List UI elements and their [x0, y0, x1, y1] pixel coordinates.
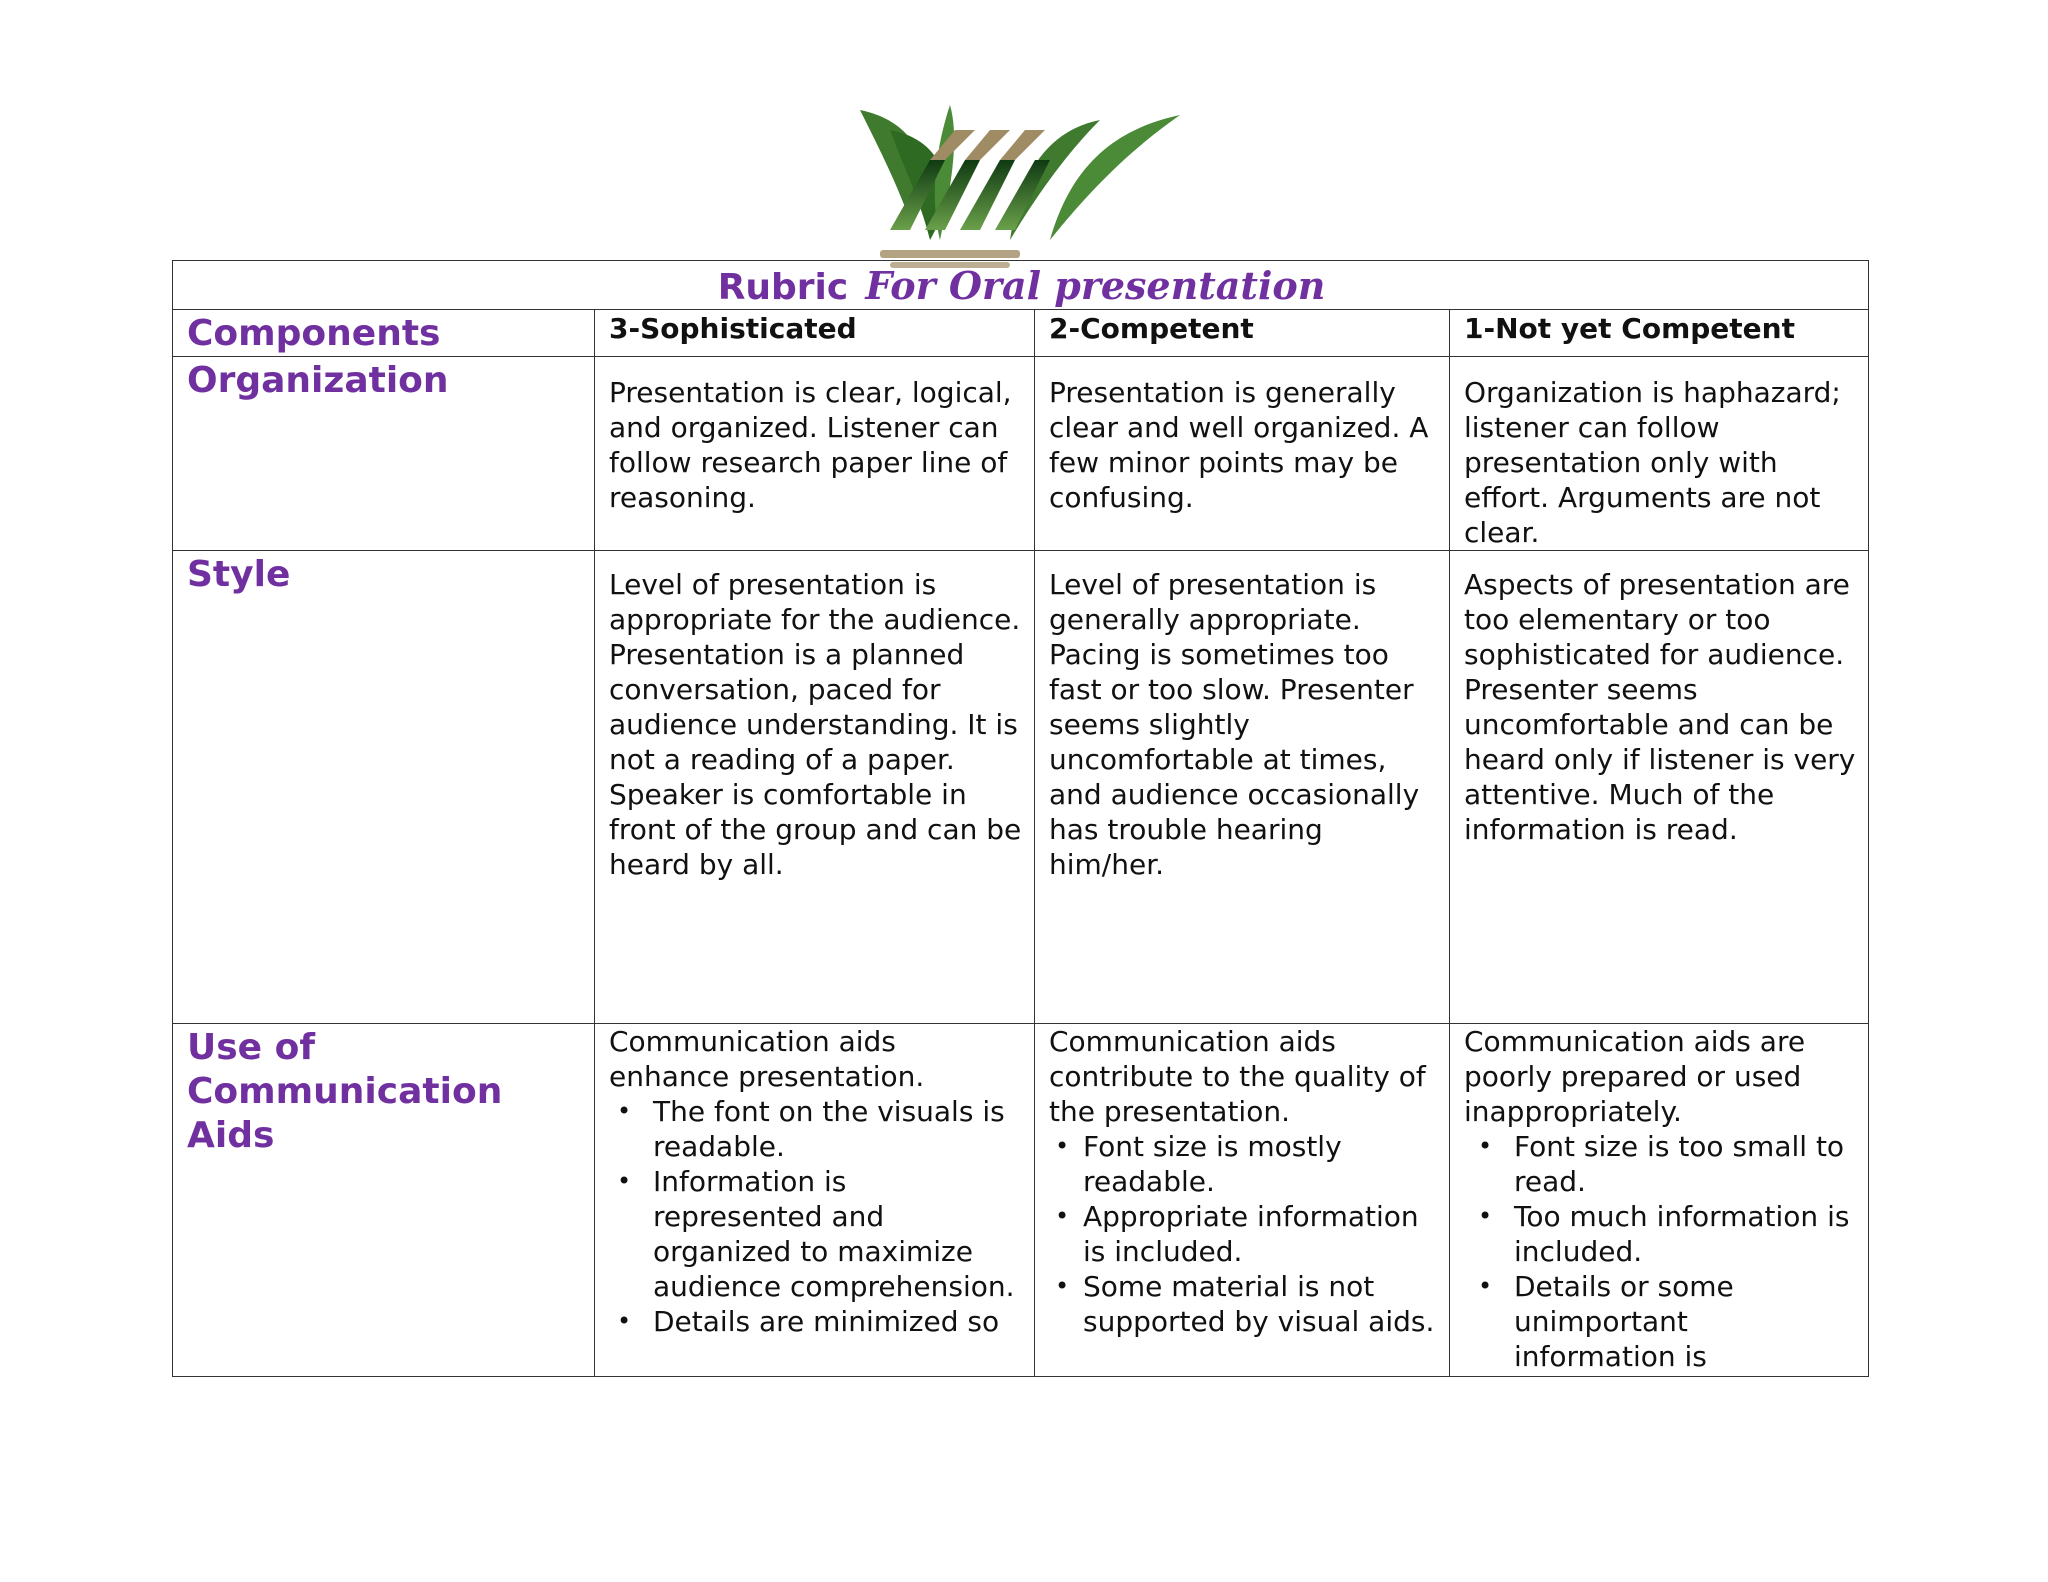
header-row — [173, 310, 1869, 357]
component-organization: Organization — [173, 357, 595, 551]
aids-level1-intro: Communication aids are poorly prepared or used inappropriately. — [1464, 1025, 1806, 1128]
org-level1: Organization is haphazard; listener can follow presentation only with effort. Arguments are not clear. — [1464, 376, 1841, 549]
header-level3: 3-Sophisticated — [595, 310, 1035, 357]
list-item: • Appropriate information is included. — [1083, 1199, 1437, 1269]
style-level2: Level of presentation is generally appropriate. Pacing is sometimes too fast or too slow. Presenter seems slightly uncomfortable at times, and audience occasionally has trouble hearing him/her. — [1049, 568, 1420, 881]
rubric-title — [173, 261, 1869, 310]
list-item: • Too much information is included. — [1514, 1199, 1856, 1269]
component-aids-line2: Communication — [187, 1071, 503, 1112]
style-level1: Aspects of presentation are too elementary or too sophisticated for audience. Presenter seems uncomfortable and can be heard only if listener is very attentive. Much of the information is read. — [1464, 568, 1856, 846]
aids-level2-intro: Communication aids contribute to the quality of the presentation. — [1049, 1025, 1426, 1128]
aids-level2-list — [1049, 1129, 1437, 1339]
list-item: • Font size is too small to read. — [1514, 1129, 1856, 1199]
component-aids-line1: Use of — [187, 1027, 316, 1068]
table-row-communication-aids — [173, 1024, 1869, 1377]
aids-level3-list — [609, 1094, 1022, 1339]
list-item: • Information is represented and organized to maximize audience comprehension. — [653, 1164, 1022, 1304]
title-part1: Rubric — [717, 266, 849, 308]
aids-level1-list — [1464, 1129, 1856, 1374]
component-style: Style — [173, 551, 595, 1024]
aids-level3-intro: Communication aids enhance presentation. — [609, 1025, 925, 1093]
list-item: • The font on the visuals is readable. — [653, 1094, 1022, 1164]
list-item: • Details are minimized so — [653, 1304, 1022, 1339]
component-communication-aids — [173, 1024, 595, 1377]
title-part2: For Oral presentation — [865, 262, 1326, 308]
list-item: • Font size is mostly readable. — [1083, 1129, 1437, 1199]
style-level3: Level of presentation is appropriate for the audience. Presentation is a planned conversation, paced for audience understanding. It is not a reading of a paper. Speaker is comfortable in front of the group and can be heard by all. — [609, 568, 1022, 881]
header-level2: 2-Competent — [1035, 310, 1450, 357]
table-row-organization — [173, 357, 1869, 551]
component-aids-line3: Aids — [187, 1115, 275, 1156]
list-item: • Details or some unimportant information is — [1514, 1269, 1856, 1374]
table-row-style — [173, 551, 1869, 1024]
rubric-table — [172, 260, 1869, 1377]
header-level1: 1-Not yet Competent — [1450, 310, 1869, 357]
header-components: Components — [173, 310, 595, 357]
list-item: • Some material is not supported by visual aids. — [1083, 1269, 1437, 1339]
org-level3: Presentation is clear, logical, and organized. Listener can follow research paper line of reasoning. — [609, 376, 1012, 514]
org-level2: Presentation is generally clear and well organized. A few minor points may be confusing. — [1049, 376, 1429, 514]
